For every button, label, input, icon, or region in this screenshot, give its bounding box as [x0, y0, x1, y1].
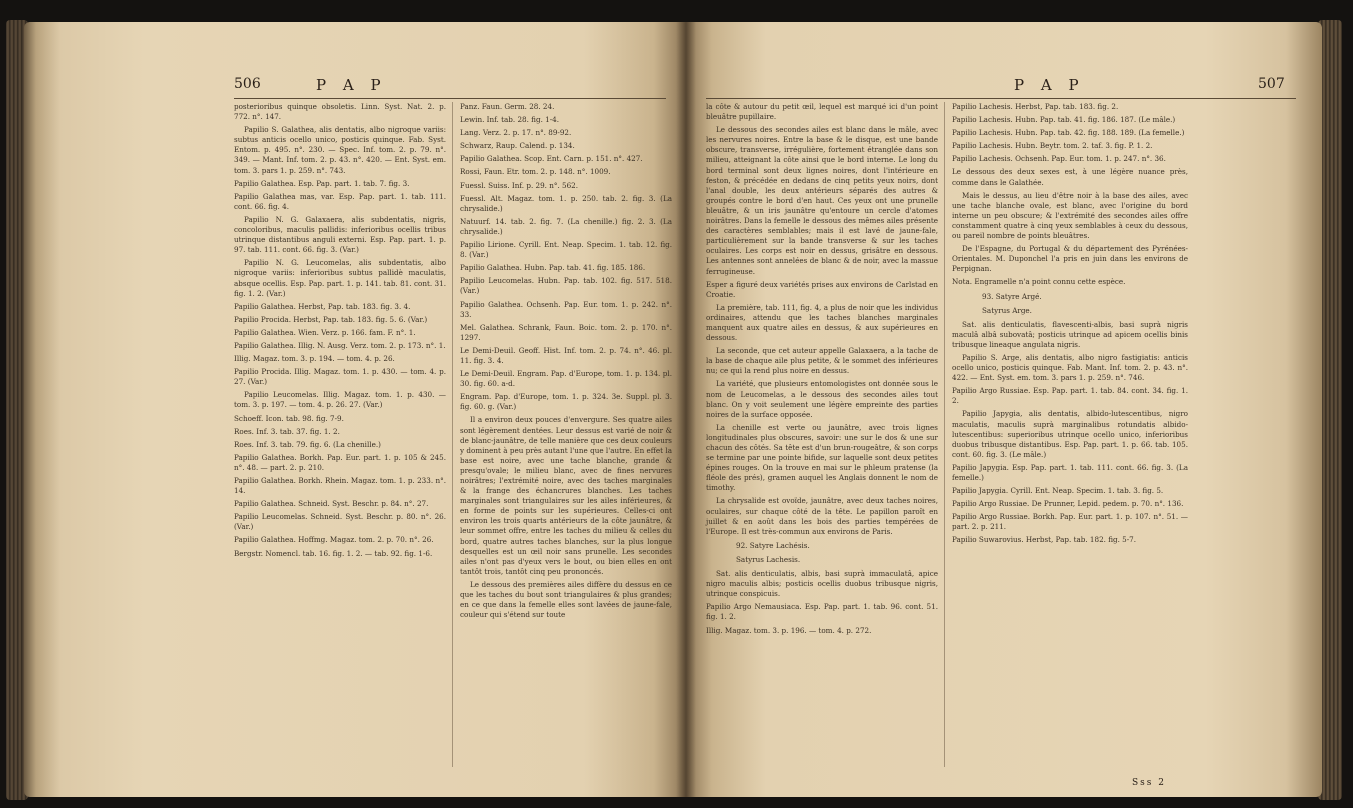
paragraph: Papilio Galathea. Ochsenh. Pap. Eur. tom. 1. p. 242. n°. 33.	[460, 299, 672, 319]
paragraph: Illig. Magaz. tom. 3. p. 196. — tom. 4. p. 272.	[706, 625, 872, 635]
paragraph: Papilio Argo Nemausiaca. Esp. Pap. part. 1. tab. 96. cont. 51. fig. 1. 2.	[706, 602, 938, 622]
paragraph: Papilio Galathea. Herbst, Pap. tab. 183. fig. 3. 4.	[234, 301, 411, 311]
paragraph: Papilio Galathea. Schneid. Syst. Beschr. p. 84. n°. 27.	[234, 499, 429, 509]
paragraph: Papilio Leucomelas. Hubn. Pap. tab. 102. fig. 517. 518. (Var.)	[460, 276, 672, 296]
paragraph: Papilio Japygia, alis dentatis, albido-lutescentibus, nigro maculatis, maculis suprà marginalibus rotundatis albido-lutescentibus: superioribus utrinque ocello unico, inferioribus duobus tribusque distantibus. Esp. Pap. part. 1. p. 66. tab. 105. cont. 60. fig. 3. (Le mâle.)	[952, 409, 1188, 459]
paragraph: Fuessl. Alt. Magaz. tom. 1. p. 250. tab. 2. fig. 3. (La chrysalide.)	[460, 193, 672, 213]
paragraph: Papilio Galathea. Wien. Verz. p. 166. fam. F. n°. 1.	[234, 327, 416, 337]
paragraph: la côte & autour du petit œil, lequel est marqué ici d'un point bleuâtre pupillaire.	[706, 102, 938, 122]
paragraph: Papilio Galathea. Hoffmg. Magaz. tom. 2. p. 70. n°. 26.	[234, 535, 434, 545]
paragraph: Illig. Magaz. tom. 3. p. 194. — tom. 4. p. 26.	[234, 354, 395, 364]
paragraph: Esper a figuré deux variétés prises aux environs de Carlstad en Croatie.	[706, 279, 938, 299]
paragraph: Schwarz, Raup. Calend. p. 134.	[460, 141, 575, 151]
paragraph: Papilio Galathea. Borkh. Pap. Eur. part. 1. p. 105 & 245. n°. 48. — part. 2. p. 210.	[234, 452, 446, 472]
paragraph: Satyrus Arge.	[982, 305, 1032, 315]
paragraph: Panz. Faun. Germ. 28. 24.	[460, 102, 555, 111]
paragraph: Schoeff. Icon. tab. 98. fig. 7-9.	[234, 413, 344, 423]
paragraph: Papilio Suwarovius. Herbst, Pap. tab. 182. fig. 5-7.	[952, 535, 1137, 545]
paragraph: Papilio N. G. Leucomelas, alis subdentatis, albo nigroque variis: inferioribus subtus pallidè maculatis, absque ocellis. Esp. Pap. part. 1. p. 141. tab. 81. cont. 31. fig. 1. 2. (Var.)	[234, 258, 446, 298]
paragraph: Papilio Procida. Illig. Magaz. tom. 1. p. 430. — tom. 4. p. 27. (Var.)	[234, 367, 446, 387]
paragraph: Papilio S. Arge, alis dentatis, albo nigro fastigiatis: anticis ocello unico, posticis quinque. Fab. Mant. Inf. tom. 2. p. 43. n°. 422. — Ent. Syst. em. tom. 3. pars 1. p. 259. n°. 746.	[952, 352, 1188, 383]
paragraph: Satyrus Lachesis.	[736, 554, 801, 564]
paragraph: Sat. alis denticulatis, albis, basi suprà immaculatâ, apice nigro maculis albis; posticis ocellis duobus tribusque nigris, utrinque conspicuis.	[706, 569, 938, 599]
paragraph: Lang. Verz. 2. p. 17. n°. 89-92.	[460, 128, 572, 138]
paragraph: Papilio N. G. Galaxaera, alis subdentatis, nigris, concoloribus, maculis pallidis: inferioribus ocellis tribus utrinque distantibus anguli externi. Esp. Pap. part. 1. p. 97. tab. 111. cont. 66. fig. 3. (Var.)	[234, 214, 446, 255]
paragraph: Nota. Engramelle n'a point connu cette espèce.	[952, 277, 1126, 287]
paragraph: Mais le dessus, au lieu d'être noir à la base des ailes, avec une tache blanche ovale, est blanc, avec l'origine du bord interne un peu obscure; & l'extrémité des secondes ailes offre constamment quatre à cinq yeux semblables à ceux du dessous, ou pareil nombre de points bleuâtres.	[952, 190, 1188, 241]
column-divider-left	[452, 102, 453, 767]
paragraph: Natuurf. 14. tab. 2. fig. 7. (La chenille.) fig. 2. 3. (La chrysalide.)	[460, 216, 672, 236]
paragraph: Papilio Lachesis. Herbst, Pap. tab. 183. fig. 2.	[952, 102, 1119, 111]
paragraph: Fuessl. Suiss. Inf. p. 29. n°. 562.	[460, 180, 579, 190]
paragraph: Papilio Galathea. Hubn. Pap. tab. 41. fig. 185. 186.	[460, 263, 646, 273]
running-header-right: P A P	[1014, 76, 1085, 94]
paragraph: Papilio Japygia. Esp. Pap. part. 1. tab. 111. cont. 66. fig. 3. (La femelle.)	[952, 462, 1188, 482]
page-number-left: 506	[234, 76, 261, 92]
paragraph: Sat. alis denticulatis, flavescenti-albis, basi suprà nigris maculâ albâ subovatâ; posticis utrinque ad apicem ocellis binis tribusque lineaque angulata nigris.	[952, 319, 1188, 349]
header-rule-left	[234, 98, 666, 99]
paragraph: Le dessous des secondes ailes est blanc dans le mâle, avec les nervures noires. Entre la base & le disque, est une bande obscure, transverse, irrégulière, fortement étranglée dans son milieu, atteignant la côte ainsi que le bord interne. Le long du bord terminal sont deux lignes noires, dont l'intérieure en feston, & précédée en dedans de cinq petits yeux noirs, dont l'anal double, les deux antérieurs séparés des autres & groupés contre le bord d'en haut. Ces yeux ont une prunelle bleuâtre, & un iris jaunâtre qu'entoure un cercle d'atomes noirâtres. Dans la femelle le dessous des mêmes ailes présente des caractères semblables; mais il est lavé de jaune-fale, particulièrement sur la bande transverse & sur les taches oculaires. Les corps est noir en dessus, grisâtre en dessous. Les antennes sont annelées de blanc & de noir, avec la massue ferrugineuse.	[706, 125, 938, 276]
paragraph: Rossi, Faun. Etr. tom. 2. p. 148. n°. 1009.	[460, 167, 611, 177]
paragraph: Papilio Lachesis. Hubn. Pap. tab. 41. fig. 186. 187. (Le mâle.)	[952, 115, 1176, 125]
paragraph: La chrysalide est ovoïde, jaunâtre, avec deux taches noires, oculaires, sur chaque côté de la tête. Le papillon paroît en juillet & en août dans les bois des parties tempérées de l'Europe. Il est très-commun aux environs de Paris.	[706, 496, 938, 536]
paragraph: Papilio Lachesis. Ochsenh. Pap. Eur. tom. 1. p. 247. n°. 36.	[952, 154, 1166, 164]
paragraph: Le dessous des premières ailes diffère du dessus en ce que les taches du bout sont triangulaires & plus grandes; en ce que dans la femelle elles sont lavées de jaune-fale, couleur qui s'étend sur toute	[460, 579, 672, 620]
paragraph: Roes. Inf. 3. tab. 79. fig. 6. (La chenille.)	[234, 439, 381, 449]
paragraph: Lewin. Inf. tab. 28. fig. 1-4.	[460, 115, 559, 125]
paragraph: Engram. Pap. d'Europe, tom. 1. p. 324. 3e. Suppl. pl. 3. fig. 60. g. (Var.)	[460, 392, 672, 412]
paragraph: Papilio Leucomelas. Illig. Magaz. tom. 1. p. 430. — tom. 3. p. 197. — tom. 4. p. 26. 27. (Var.)	[234, 390, 446, 410]
paragraph: 93. Satyre Argé.	[982, 291, 1042, 301]
paragraph: Papilio Argo Russiae. Borkh. Pap. Eur. part. 1. p. 107. n°. 51. — part. 2. p. 211.	[952, 512, 1188, 532]
paragraph: Papilio Lachesis. Hubn. Beytr. tom. 2. taf. 3. fig. P. 1. 2.	[952, 141, 1153, 151]
left-page	[24, 22, 686, 797]
signature-mark: Sss 2	[1132, 778, 1166, 788]
paragraph: Papilio Argo Russiae. Esp. Pap. part. 1. tab. 84. cont. 34. fig. 1. 2.	[952, 386, 1188, 406]
right-page	[686, 22, 1322, 797]
paragraph: Papilio Galathea. Scop. Ent. Carn. p. 151. n°. 427.	[460, 154, 643, 164]
paragraph: Papilio Japygia. Cyrill. Ent. Neap. Specim. 1. tab. 3. fig. 5.	[952, 486, 1164, 496]
paragraph: Papilio Galathea mas, var. Esp. Pap. part. 1. tab. 111. cont. 66. fig. 4.	[234, 191, 446, 211]
paragraph: Le Demi-Deuil. Geoff. Hist. Inf. tom. 2. p. 74. n°. 46. pl. 11. fig. 3. 4.	[460, 345, 672, 365]
right-column-2	[952, 102, 1188, 549]
page-number-right: 507	[1258, 76, 1285, 92]
paragraph: La variété, que plusieurs entomologistes ont donnée sous le nom de Leucomelas, a le dessous des secondes ailes tout blanc. On y voit seulement une légère empreinte des parties noires de la surface opposée.	[706, 379, 938, 419]
left-column-1	[234, 102, 446, 562]
left-column-2	[460, 102, 672, 623]
paragraph: La première, tab. 111, fig. 4, a plus de noir que les individus ordinaires, attendu que les taches blanches marginales manquent aux quatre ailes en dessus, & aux supérieures en dessous.	[706, 302, 938, 343]
paragraph: 92. Satyre Lachésis.	[736, 540, 810, 550]
paragraph: Papilio Leucomelas. Schneid. Syst. Beschr. p. 80. n°. 26. (Var.)	[234, 512, 446, 532]
paragraph: Papilio Procida. Herbst, Pap. tab. 183. fig. 5. 6. (Var.)	[234, 314, 428, 324]
paragraph: Le dessous des deux sexes est, à une légère nuance près, comme dans le Galathée.	[952, 167, 1188, 187]
paragraph: Roes. Inf. 3. tab. 37. fig. 1. 2.	[234, 426, 340, 436]
paragraph: Bergstr. Nomencl. tab. 16. fig. 1. 2. — tab. 92. fig. 1-6.	[234, 548, 433, 558]
running-header-left: P A P	[316, 76, 387, 94]
paragraph: La seconde, que cet auteur appelle Galaxaera, a la tache de la base de chaque aile plus petite, & le sommet des inférieures nu; ce qui la rend plus noire en dessus.	[706, 346, 938, 376]
column-divider-right	[944, 102, 945, 767]
paragraph: Mel. Galathea. Schrank, Faun. Boic. tom. 2. p. 170. n°. 1297.	[460, 322, 672, 342]
right-column-1	[706, 102, 938, 639]
paragraph: Papilio S. Galathea, alis dentatis, albo nigroque variis: subtus anticis ocello unico, posticis quinque. Fab. Syst. Entom. p. 495. n°. 230. — Spec. Inf. tom. 2. p. 79. n°. 349. — Mant. Inf. tom. 2. p. 43. n°. 420. — Ent. Syst. em. tom. 3. pars 1. p. 259. n°. 743.	[234, 125, 446, 175]
paragraph: Il a environ deux pouces d'envergure. Ses quatre ailes sont légèrement dentées. Leur dessus est varié de noir & de blanc-jaunâtre, de telle manière que ces deux couleurs y dominent à peu près autant l'une que l'autre. En effet la base est noire, avec une tache blanche, grande & presqu'ovale; le milieu blanc, avec de fines nervures noirâtres; l'extrémité noire, avec des taches marginales & la frange des échancrures blanches. Les taches marginales sont triangulaires sur les ailes inférieures, & en forme de points sur les supérieures. Celles-ci ont environ les trois quarts antérieurs de la côte jaunâtre, & leur sommet offre, entre les taches du milieu & celles du bord, quatre autres taches blanches, sur la plus longue desquelles est un œil noir sans prunelle. Les secondes ailes n'ont pas d'yeux vers le bout, ou bien elles en ont tantôt trois, tantôt cinq peu prononcés.	[460, 415, 672, 576]
paragraph: Papilio Lachesis. Hubn. Pap. tab. 42. fig. 188. 189. (La femelle.)	[952, 128, 1185, 138]
paragraph: Papilio Galathea. Borkh. Rhein. Magaz. tom. 1. p. 233. n°. 14.	[234, 476, 446, 496]
paragraph: Papilio Galathea. Illig. N. Ausg. Verz. tom. 2. p. 173. n°. 1.	[234, 340, 446, 350]
paragraph: Papilio Galathea. Esp. Pap. part. 1. tab. 7. fig. 3.	[234, 178, 410, 188]
paragraph: De l'Espagne, du Portugal & du département des Pyrénées-Orientales. M. Duponchel l'a pris en juin dans les environs de Perpignan.	[952, 244, 1188, 274]
paragraph: posterioribus quinque obsoletis. Linn. Syst. Nat. 2. p. 772. n°. 147.	[234, 102, 446, 122]
paragraph: Papilio Lirione. Cyrill. Ent. Neap. Specim. 1. tab. 12. fig. 8. (Var.)	[460, 240, 672, 260]
header-rule-right	[706, 98, 1296, 99]
book-gutter	[676, 22, 696, 797]
paragraph: Papilio Argo Russiae. De Prunner, Lepid. pedem. p. 70. n°. 136.	[952, 499, 1184, 509]
paragraph: La chenille est verte ou jaunâtre, avec trois lignes longitudinales plus obscures, savoir: une sur le dos & une sur chacun des côtés. Sa tête est d'un brun-rougeâtre, & son corps se termine par une pointe bifide, sur laquelle sont deux petites épines rouges. On la trouve en mai sur le phleum pratense (la fléole des prés), gramen auquel les Anglais donnent le nom de timothy.	[706, 422, 938, 493]
paragraph: Le Demi-Deuil. Engram. Pap. d'Europe, tom. 1. p. 134. pl. 30. fig. 60. a-d.	[460, 369, 672, 389]
